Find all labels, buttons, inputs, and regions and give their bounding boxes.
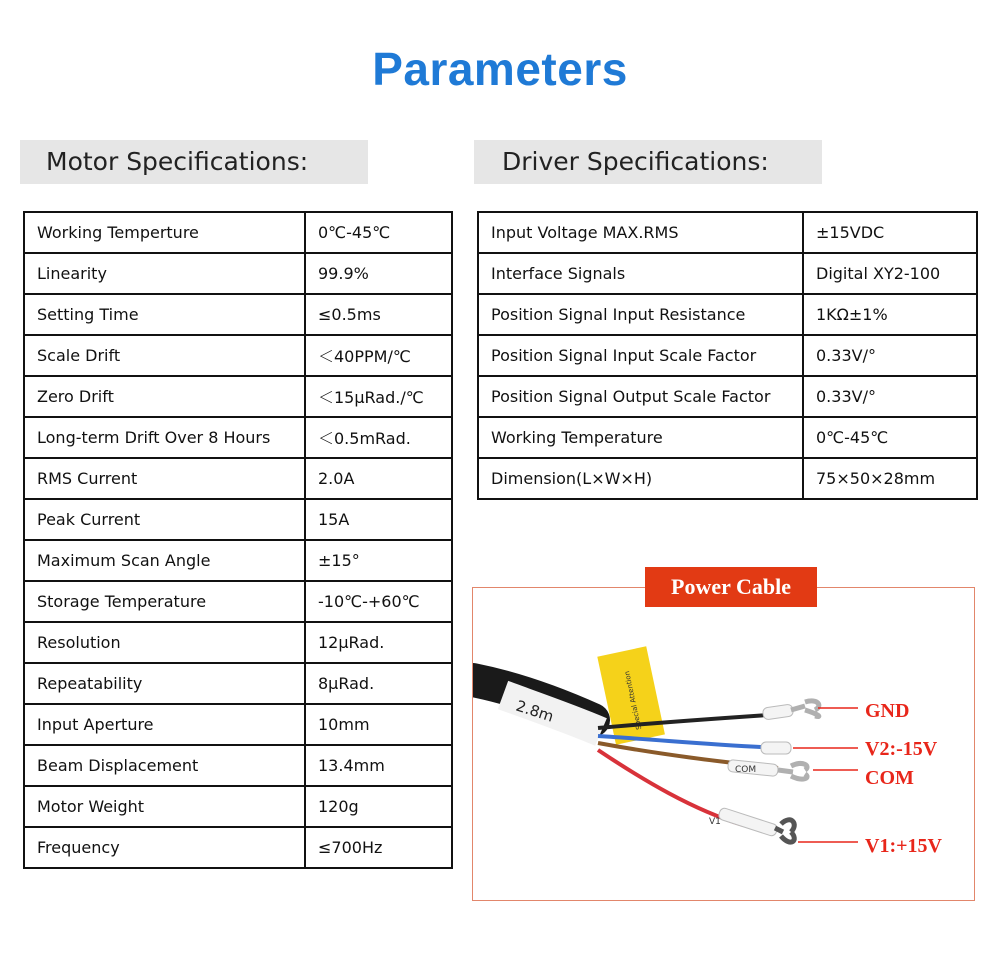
spec-value: 12μRad. [305,622,452,663]
motor-specifications-table [23,211,453,869]
table-row [24,786,452,827]
spec-value: ±15VDC [803,212,977,253]
spec-name: Position Signal Input Resistance [478,294,803,335]
table-row [478,417,977,458]
table-row [24,376,452,417]
spec-value: ≤700Hz [305,827,452,868]
spec-name: Motor Weight [24,786,305,827]
terminal-sleeve-v2 [761,742,791,754]
spec-value: 15A [305,499,452,540]
spec-value: 75×50×28mm [803,458,977,499]
table-row [24,581,452,622]
table-row [478,376,977,417]
table-row [24,212,452,253]
spec-value: 120g [305,786,452,827]
table-row [24,253,452,294]
table-row [478,294,977,335]
spec-value: 2.0A [305,458,452,499]
table-row [24,827,452,868]
table-row [478,253,977,294]
warning-tag-text: Special Attention [623,670,644,731]
spec-name: Long-term Drift Over 8 Hours [24,417,305,458]
spec-name: Input Voltage MAX.RMS [478,212,803,253]
fork-terminal-com [778,763,807,779]
spec-name: Zero Drift [24,376,305,417]
table-row [24,294,452,335]
spec-name: RMS Current [24,458,305,499]
spec-value: 0.33V/° [803,335,977,376]
table-row [24,745,452,786]
spec-value: 99.9% [305,253,452,294]
spec-name: Linearity [24,253,305,294]
spec-name: Setting Time [24,294,305,335]
spec-value: 1KΩ±1% [803,294,977,335]
table-row [24,622,452,663]
spec-name: Storage Temperature [24,581,305,622]
warning-tag [597,646,665,744]
spec-value: 13.4mm [305,745,452,786]
spec-value: -10℃-+60℃ [305,581,452,622]
terminal-v1-mark: V1 [709,817,721,827]
spec-value: 0℃-45℃ [803,417,977,458]
spec-value: 0℃-45℃ [305,212,452,253]
spec-name: Peak Current [24,499,305,540]
table-row [24,417,452,458]
spec-name: Interface Signals [478,253,803,294]
terminal-com-mark: COM [735,765,757,775]
spec-name: Dimension(L×W×H) [478,458,803,499]
spec-value: ＜15μRad./℃ [305,376,452,417]
spec-value: ＜40PPM/℃ [305,335,452,376]
page-title: Parameters [372,43,628,95]
label-v1: V1:+15V [865,835,942,857]
spec-value: ≤0.5ms [305,294,452,335]
table-row [478,212,977,253]
spec-name: Position Signal Input Scale Factor [478,335,803,376]
spec-name: Working Temperture [24,212,305,253]
table-row [478,458,977,499]
spec-name: Repeatability [24,663,305,704]
spec-value: Digital XY2-100 [803,253,977,294]
driver-specifications-heading: Driver Specifications: [474,140,822,184]
label-gnd: GND [865,700,910,722]
motor-specifications-heading: Motor Specifications: [20,140,368,184]
spec-value: 10mm [305,704,452,745]
spec-name: Position Signal Output Scale Factor [478,376,803,417]
spec-name: Beam Displacement [24,745,305,786]
spec-name: Resolution [24,622,305,663]
spec-value: 0.33V/° [803,376,977,417]
table-row [24,540,452,581]
fork-terminal-v1 [775,820,794,842]
spec-name: Working Temperature [478,417,803,458]
table-row [24,335,452,376]
label-com: COM [865,767,914,789]
spec-name: Scale Drift [24,335,305,376]
spec-value: 8μRad. [305,663,452,704]
label-v2: V2:-15V [865,738,938,760]
cable-length-mark: 2.8m [513,696,556,726]
table-row [24,704,452,745]
spec-value: ＜0.5mRad. [305,417,452,458]
table-row [24,499,452,540]
spec-name: Input Aperture [24,704,305,745]
table-row [24,663,452,704]
spec-name: Frequency [24,827,305,868]
spec-name: Maximum Scan Angle [24,540,305,581]
terminal-sleeve-gnd [762,704,793,720]
table-row [24,458,452,499]
power-cable-title: Power Cable [645,567,817,607]
spec-value: ±15° [305,540,452,581]
fork-terminal-gnd [791,701,819,717]
terminal-sleeve-v1 [718,807,779,837]
driver-specifications-table [477,211,978,500]
table-row [478,335,977,376]
